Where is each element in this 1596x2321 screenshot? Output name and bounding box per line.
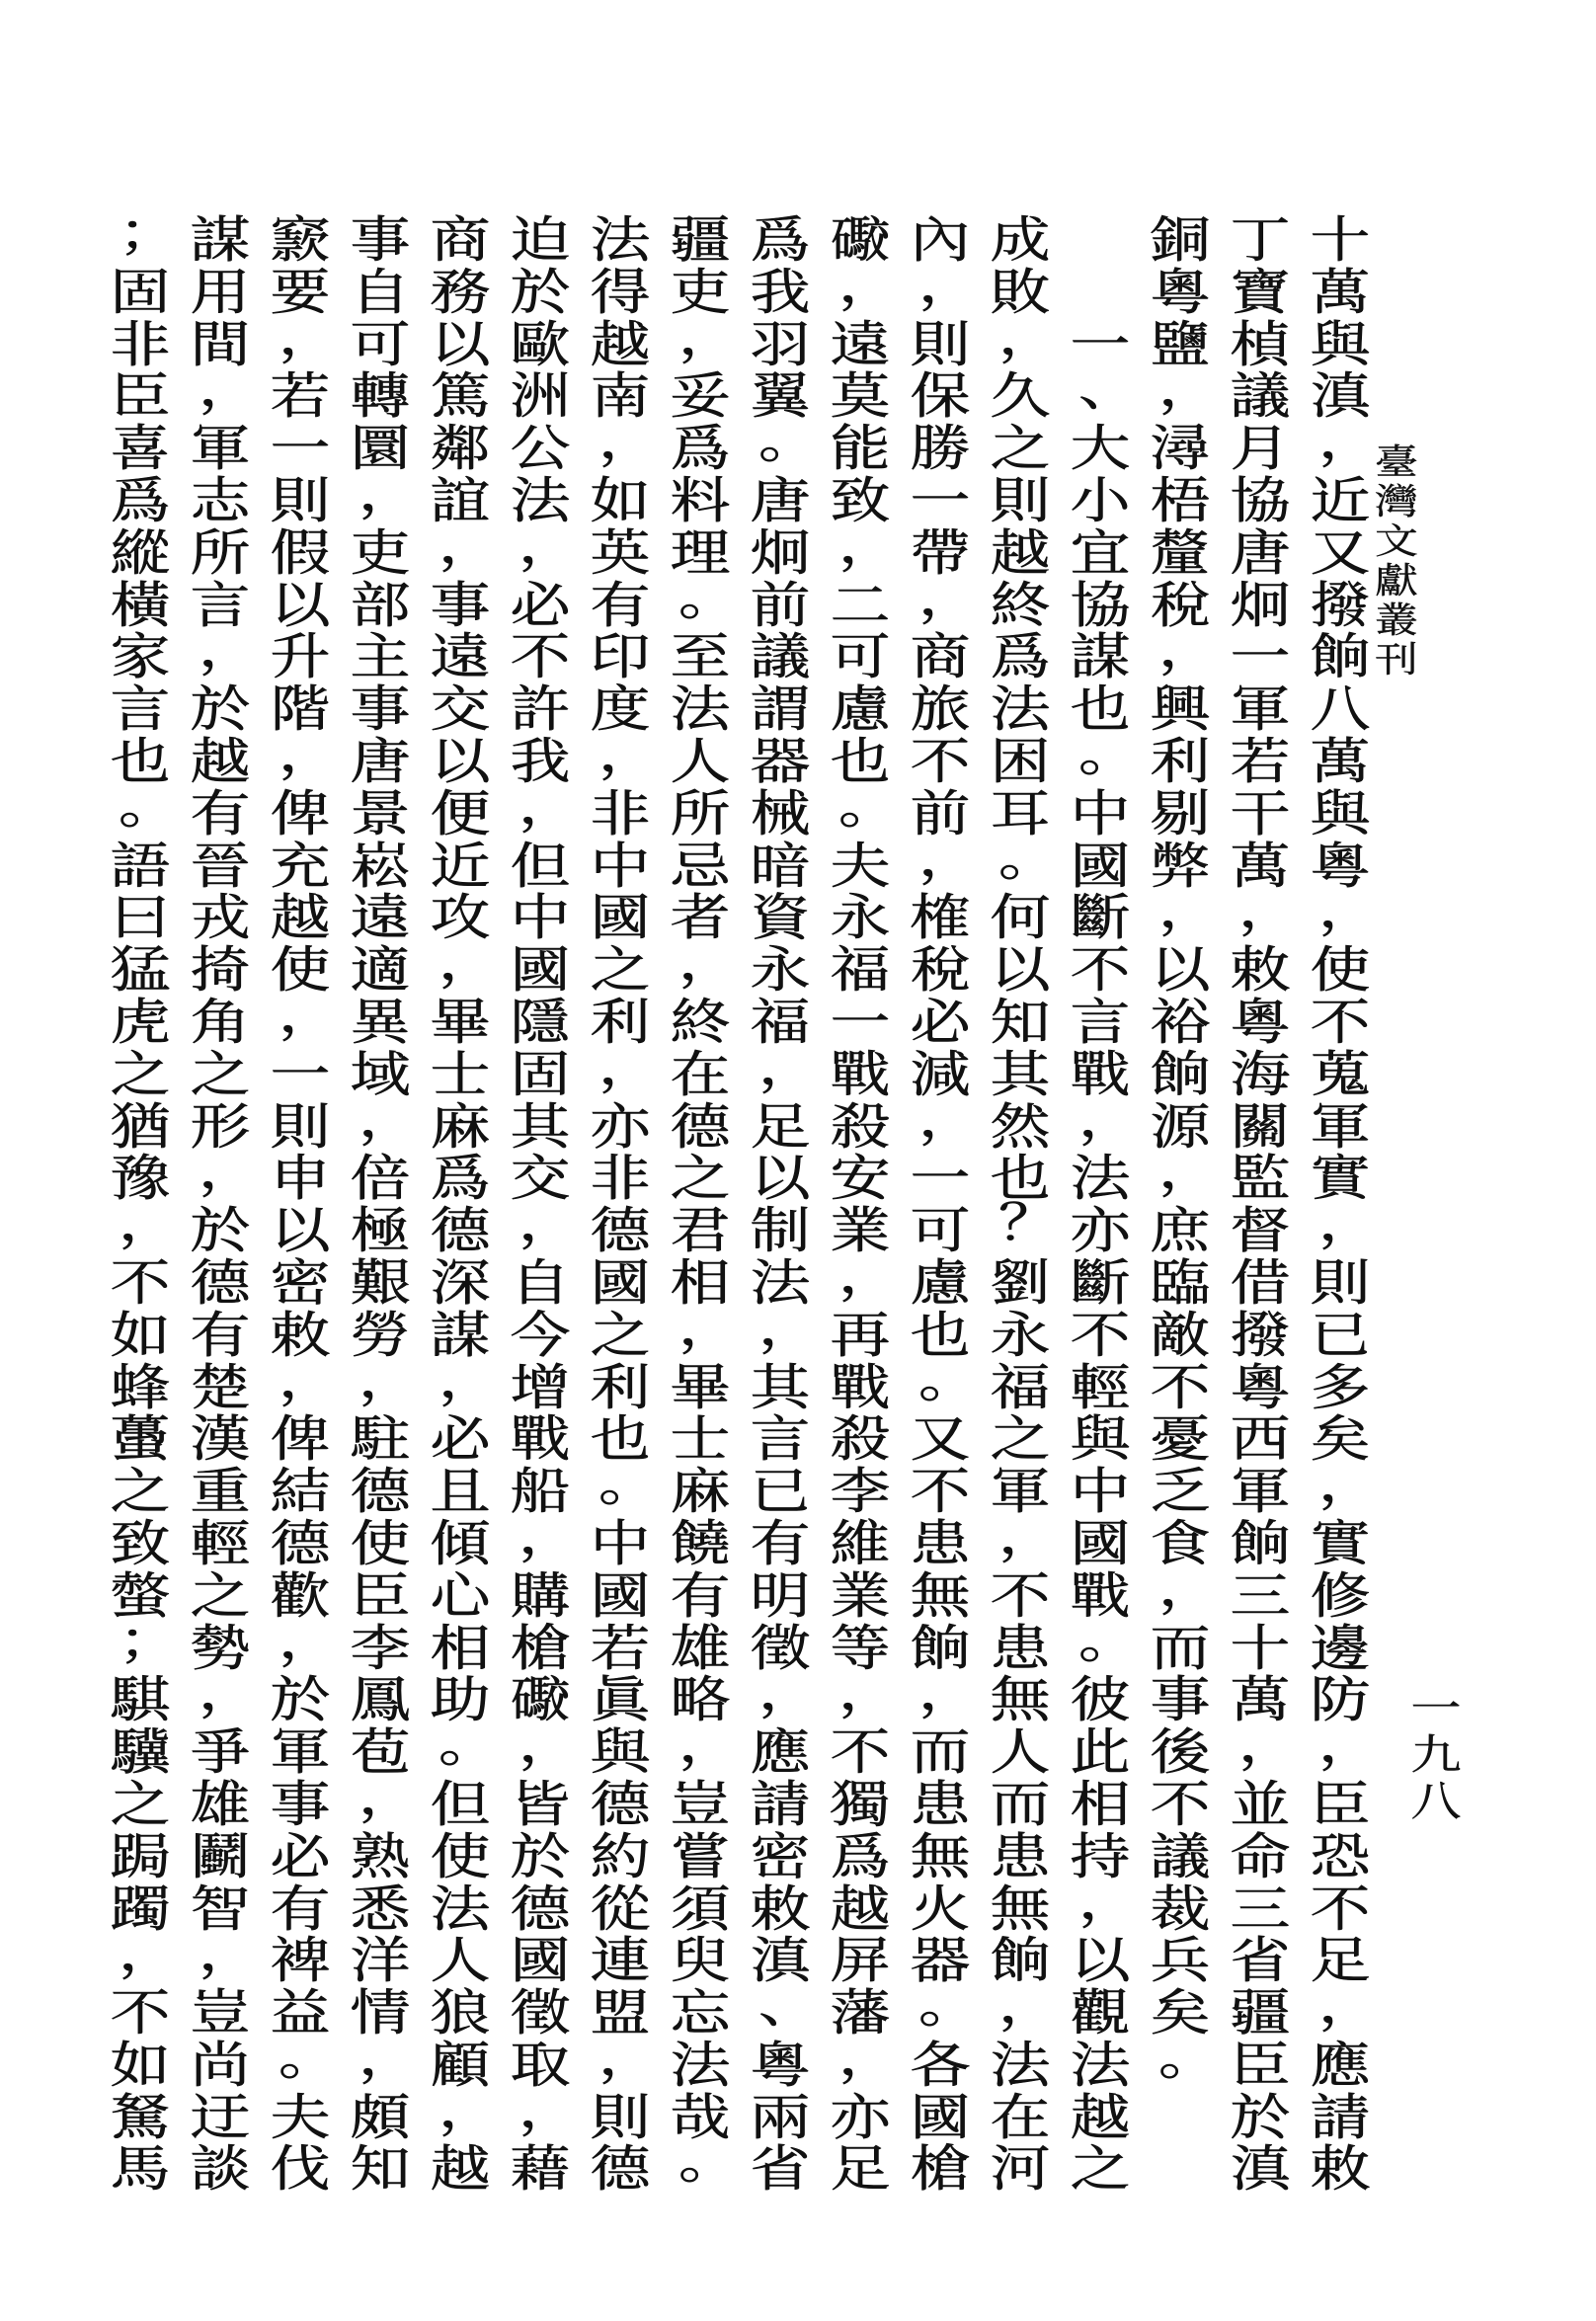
text-column-1: 十 萬 與 滇 ， 近 又 撥 餉 八 萬 與 粵 ， 使 不 蒐 軍 實 ， 則 已 多 矣 ， 實 修 邊 防 ， 臣 恐 不 足 ， 應 請 敕 — [1310, 211, 1380, 2199]
text-column-12: 商 務 以 篤 鄰 誼 ， 事 遠 交 以 便 近 攻 ， 畢 士 麻 爲 德 深 謀 ， 必 且 傾 心 相 助 。 但 使 法 人 狼 顧 ， 越 — [430, 211, 500, 2199]
text-column-15: 謀 用 間 ， 軍 志 所 言 ， 於 越 有 晉 戎 掎 角 之 形 ， 於 德 有 楚 漢 重 輕 之 勢 ， 爭 雄 鬬 智 ， 豈 尚 迂 談 — [190, 211, 260, 2199]
text-column-9: 疆 吏 ， 妥 爲 料 理 。 至 法 人 所 忌 者 ， 終 在 德 之 君 相 ， 畢 士 麻 饒 有 雄 略 ， 豈 嘗 須 臾 忘 法 哉 。 — [670, 211, 740, 2191]
text-column-6: 內 ， 則 保 勝 一 帶 ， 商 旅 不 前 ， 榷 稅 必 減 ， 一 可 慮 也 。 又 不 患 無 餉 ， 而 患 無 火 器 。 各 國 槍 — [910, 211, 980, 2199]
text-column-14: 窾 要 ， 若 一 則 假 以 升 階 ， 俾 充 越 使 ， 一 則 申 以 密 敕 ， 俾 結 德 歡 ， 於 軍 事 必 有 裨 益 。 夫 伐 — [270, 211, 340, 2199]
text-column-10: 法 得 越 南 ， 如 英 有 印 度 ， 非 中 國 之 利 ， 亦 非 德 國 之 利 也 。 中 國 若 眞 與 德 約 從 連 盟 ， 則 德 — [590, 211, 660, 2199]
running-header: 臺 灣 文 獻 叢 刊 — [1375, 442, 1418, 680]
text-column-7: 礮 ， 遠 莫 能 致 ， 二 可 慮 也 。 夫 永 福 一 戰 殺 安 業 ， 再 戰 殺 李 維 業 等 ， 不 獨 爲 越 屏 藩 ， 亦 足 — [830, 211, 900, 2199]
text-column-4: 一 、 大 小 宜 協 謀 也 。 中 國 斷 不 言 戰 ， 法 亦 斷 不 輕 與 中 國 戰 。 彼 此 相 持 ， 以 觀 法 越 之 — [1070, 315, 1140, 2199]
text-column-13: 事 自 可 轉 圜 ， 吏 部 主 事 唐 景 崧 遠 適 異 域 ， 倍 極 艱 勞 ， 駐 德 使 臣 李 鳳 苞 ， 熟 悉 洋 情 ， 頗 知 — [350, 211, 420, 2199]
text-column-5: 成 敗 ， 久 之 則 越 終 爲 法 困 耳 。 何 以 知 其 然 也 ？ 劉 永 福 之 軍 ， 不 患 無 人 而 患 無 餉 ， 法 在 河 — [990, 211, 1060, 2199]
text-column-2: 丁 寶 楨 議 月 協 唐 炯 一 軍 若 干 萬 ， 敕 粵 海 關 監 督 借 撥 粵 西 軍 餉 三 十 萬 ， 並 命 三 省 疆 臣 於 滇 — [1230, 211, 1300, 2199]
text-column-3: 銅 粵 鹽 ， 潯 梧 釐 稅 ， 興 利 剔 弊 ， 以 裕 餉 源 ， 庶 臨 敵 不 憂 乏 食 ， 而 事 後 不 議 裁 兵 矣 。 — [1150, 211, 1220, 2086]
page-number: 一 九 八 — [1410, 1684, 1462, 1825]
text-column-8: 爲 我 羽 翼 。 唐 炯 前 議 謂 器 械 暗 資 永 福 ， 足 以 制 法 ， 其 言 已 有 明 徵 ， 應 請 密 敕 滇 、 粵 兩 省 — [750, 211, 820, 2199]
text-column-16: ； 固 非 臣 喜 爲 縱 橫 家 言 也 。 語 曰 猛 虎 之 猶 豫 ， 不 如 蜂 蠆 之 致 螫 ； 騏 驥 之 跼 躅 ， 不 如 駑 馬 — [110, 203, 180, 2199]
text-column-11: 迫 於 歐 洲 公 法 ， 必 不 許 我 ， 但 中 國 隱 固 其 交 ， 自 今 增 戰 船 ， 購 槍 礮 ， 皆 於 德 國 徵 取 ， 藉 — [510, 211, 580, 2199]
